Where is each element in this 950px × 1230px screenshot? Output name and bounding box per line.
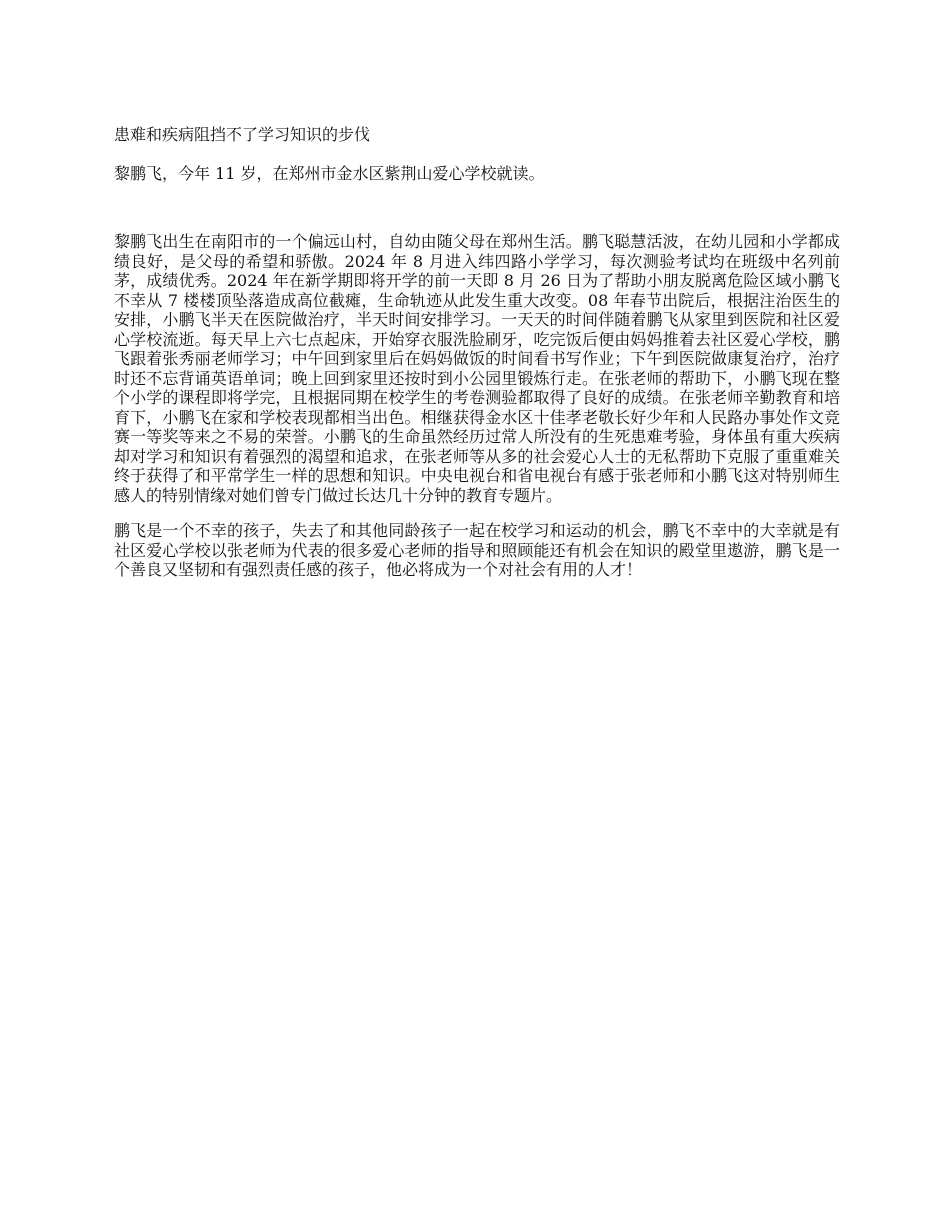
intro-line: 黎鹏飞，今年 11 岁，在郑州市金水区紫荆山爱心学校就读。 <box>114 164 545 183</box>
document-page <box>114 124 840 580</box>
document-title: 患难和疾病阻挡不了学习知识的步伐 <box>114 125 371 144</box>
body-paragraph: 黎鹏飞出生在南阳市的一个偏远山村，自幼由随父母在郑州生活。鹏飞聪慧活波，在幼儿园和小学都成绩良好，是父母的希望和骄傲。2024 年 8 月进入纬四路小学学习，每次测验考试均在班级中名列前茅，成绩优秀。2024 年在新学期即将开学的前一天即 8 月 26 日为了帮助小朋友脱离危险区域小鹏飞不幸从 7 楼楼顶坠落造成高位截瘫，生命轨迹从此发生重大改变。08 年春节出院后，根据注治医生的安排，小鹏飞半天在医院做治疗，半天时间安排学习。一天天的时间伴随着鹏飞从家里到医院和社区爱心学校流逝。每天早上六七点起床，开始穿衣服洗脸刷牙，吃完饭后便由妈妈推着去社区爱心学校，鹏飞跟着张秀丽老师学习；中午回到家里后在妈妈做饭的时间看书写作业；下午到医院做康复治疗，治疗时还不忘背诵英语单词；晚上回到家里还按时到小公园里锻炼行走。在张老师的帮助下，小鹏飞现在整个小学的课程即将学完，且根据同期在校学生的考卷测验都取得了良好的成绩。在张老师辛勤教育和培育下，小鹏飞在家和学校表现都相当出色。相继获得金水区十佳孝老敬长好少年和人民路办事处作文竞赛一等奖等来之不易的荣誉。小鹏飞的生命虽然经历过常人所没有的生死患难考验，身体虽有重大疾病却对学习和知识有着强烈的渴望和追求，在张老师等从多的社会爱心人士的无私帮助下克服了重重难关终于获得了和平常学生一样的思想和知识。中央电视台和省电视台有感于张老师和小鹏飞这对特别师生感人的特别情缘对她们曾专门做过长达几十分钟的教育专题片。 <box>114 232 840 505</box>
body-paragraph: 鹏飞是一个不幸的孩子，失去了和其他同龄孩子一起在校学习和运动的机会，鹏飞不幸中的大幸就是有社区爱心学校以张老师为代表的很多爱心老师的指导和照顾能还有机会在知识的殿堂里遨游，鹏飞是一个善良又坚韧和有强烈责任感的孩子，他必将成为一个对社会有用的人才！ <box>114 521 840 579</box>
